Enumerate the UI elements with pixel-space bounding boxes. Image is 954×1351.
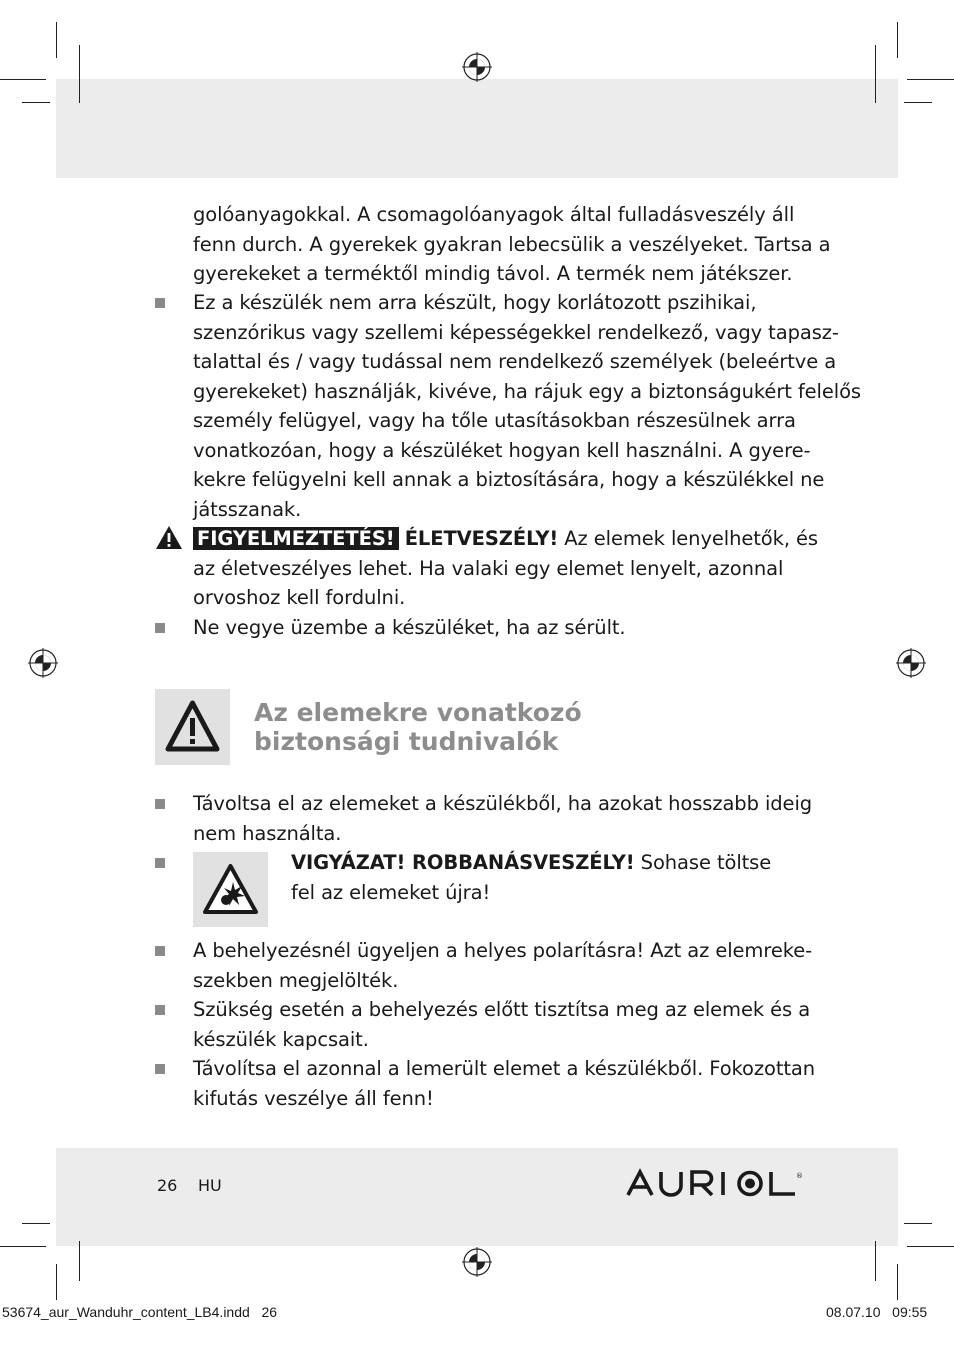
bullet-square: [155, 623, 165, 633]
paragraph-packaging: [193, 200, 831, 289]
danger-label: ÉLETVESZÉLY!: [404, 527, 559, 550]
bullet-square: [155, 1064, 165, 1074]
warning-first-line: [193, 524, 818, 554]
paragraph-explosion: [291, 848, 811, 907]
paragraph-swallow-warning: [193, 524, 818, 613]
text-line: Távoltsa el az elemeket a készülékből, ha azokat hosszabb ideig: [193, 792, 813, 815]
text-line: szenzórikus vagy szellemi képességekkel rendelkező, vagy tapasz-: [193, 320, 839, 344]
language-code: HU: [198, 1176, 222, 1195]
text-line: orvoshoz kell fordulni.: [193, 586, 406, 609]
text-line: kekre felügyelni kell annak a biztosítására, hogy a készülékkel ne: [193, 468, 825, 491]
auriol-logo: [626, 1168, 806, 1200]
explosion-icon-box: [193, 852, 268, 927]
bullet-square: [155, 858, 165, 868]
text-line: gyerekeket) használják, kivéve, ha rájuk egy a biztonságukért felelős: [193, 379, 861, 403]
text-line: Távolítsa el azonnal a lemerült elemet a készülékből. Fokozottan: [193, 1057, 816, 1080]
registered-mark: ®: [796, 1172, 803, 1180]
slug-date: 08.07.10 09:55: [826, 1304, 928, 1320]
bullet-square: [155, 298, 165, 308]
warning-triangle-icon: [155, 689, 230, 765]
text-line: talattal és / vagy tudással nem rendelkező személyek (beleértve a: [193, 350, 837, 373]
explosion-first-line: [291, 848, 811, 878]
bullet-square: [155, 946, 165, 956]
text-line: A behelyezésnél ügyeljen a helyes polarításra! Azt az elemreke-: [193, 939, 813, 962]
text-line: személy felügyel, vagy ha tőle utasításokban részesülnek arra: [193, 409, 796, 432]
section-icon-box: [155, 689, 230, 765]
text-line: Ez a készülék nem arra készült, hogy korlátozott pszihikai,: [193, 291, 757, 314]
warning-triangle-icon: [155, 525, 183, 550]
text-line: golóanyagokkal. A csomagolóanyagok által fulladásveszély áll: [193, 203, 795, 226]
paragraph-polarity: [193, 936, 813, 995]
warning-label: FIGYELMEZTETÉS!: [193, 527, 399, 550]
text-fragment: Sohase töltse: [640, 851, 772, 874]
registration-mark-right: [896, 648, 926, 678]
slug-filename: 53674_aur_Wanduhr_content_LB4.indd 26: [2, 1304, 278, 1320]
section-title: [254, 698, 582, 756]
registration-mark-left: [28, 648, 58, 678]
registration-mark-top: [462, 52, 492, 82]
explosion-hazard-icon: [193, 852, 268, 927]
header-band: [56, 79, 898, 178]
text-line: fenn durch. A gyerekek gyakran lebecsülik a veszélyeket. Tartsa a: [193, 232, 831, 256]
section-title-line: biztonsági tudnivalók: [254, 727, 559, 756]
text-line: nem használta.: [193, 821, 342, 845]
text-fragment: Az elemek lenyelhetők, és: [564, 527, 818, 550]
paragraph-clean-contacts: [193, 995, 813, 1054]
text-line: Szükség esetén a behelyezés előtt tisztítsa meg az elemek és a: [193, 998, 811, 1021]
paragraph-remove-batteries: [193, 789, 813, 848]
danger-label: VIGYÁZAT! ROBBANÁSVESZÉLY!: [291, 851, 635, 874]
bullet-square: [155, 799, 165, 809]
text-line: kifutás veszélye áll fenn!: [193, 1086, 434, 1110]
text-line: Ne vegye üzembe a készüléket, ha az sérült.: [193, 616, 626, 639]
paragraph-remove-dead-battery: [193, 1054, 816, 1113]
paragraph-damaged: [193, 613, 813, 643]
section-title-line: Az elemekre vonatkozó: [254, 698, 582, 727]
text-line: játsszanak.: [193, 497, 302, 521]
paragraph-restricted-persons: [193, 288, 861, 524]
bullet-square: [155, 1005, 165, 1015]
registration-mark-bottom: [462, 1247, 492, 1277]
text-line: gyerekeket a terméktől mindig távol. A termék nem játékszer.: [193, 262, 793, 285]
text-line: az életveszélyes lehet. Ha valaki egy elemet lenyelt, azonnal: [193, 556, 784, 580]
text-line: fel az elemeket újra!: [291, 880, 491, 904]
text-line: készülék kapcsait.: [193, 1027, 369, 1051]
page-number: 26: [157, 1176, 178, 1195]
text-line: szekben megjelölték.: [193, 968, 399, 992]
text-line: vonatkozóan, hogy a készüléket hogyan kell használni. A gyere-: [193, 438, 811, 462]
